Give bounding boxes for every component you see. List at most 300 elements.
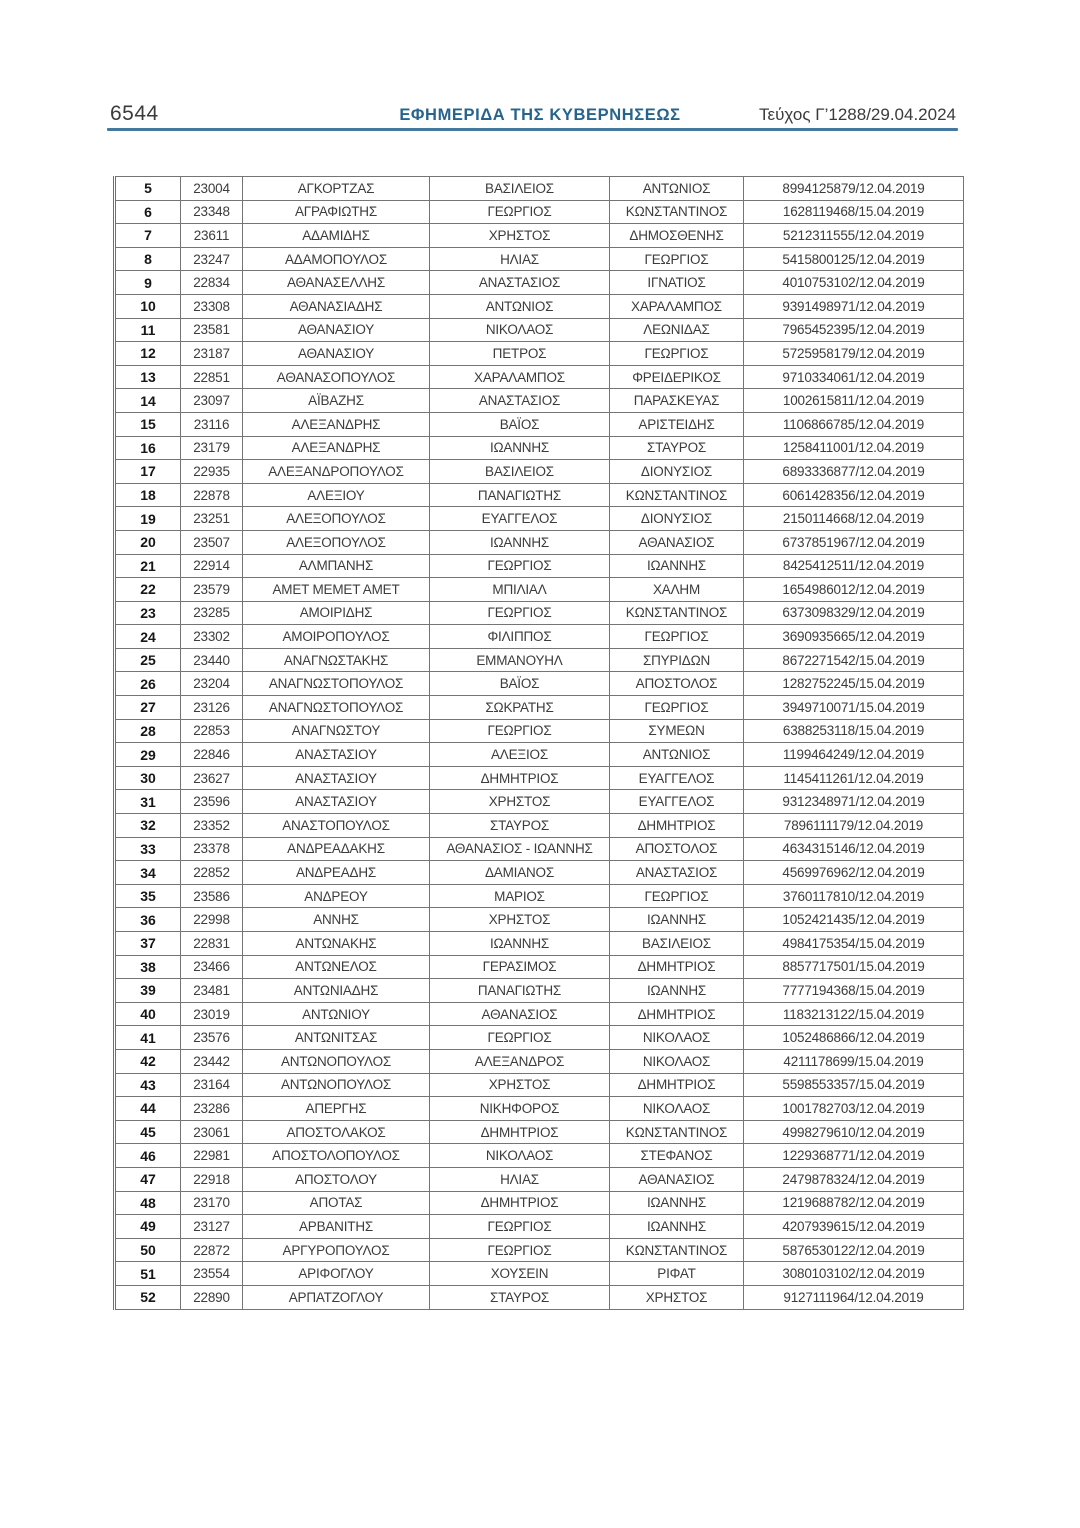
cell-first-name: ΒΑΣΙΛΕΙΟΣ xyxy=(430,177,610,201)
cell-protocol-date: 1258411001/12.04.2019 xyxy=(744,436,964,460)
cell-registry-id: 22851 xyxy=(181,365,243,389)
table-row xyxy=(115,507,964,531)
cell-first-name: ΧΟΥΣΕΙΝ xyxy=(430,1262,610,1286)
cell-surname: ΑΓΚΟΡΤΖΑΣ xyxy=(243,177,430,201)
cell-row-index: 27 xyxy=(115,696,181,720)
cell-row-index: 22 xyxy=(115,578,181,602)
cell-first-name: ΧΡΗΣΤΟΣ xyxy=(430,790,610,814)
cell-registry-id: 23019 xyxy=(181,1002,243,1026)
cell-protocol-date: 3760117810/12.04.2019 xyxy=(744,884,964,908)
cell-protocol-date: 2150114668/12.04.2019 xyxy=(744,507,964,531)
cell-row-index: 47 xyxy=(115,1167,181,1191)
cell-first-name: ΗΛΙΑΣ xyxy=(430,247,610,271)
cell-protocol-date: 1052486866/12.04.2019 xyxy=(744,1026,964,1050)
cell-row-index: 46 xyxy=(115,1144,181,1168)
cell-protocol-date: 9312348971/12.04.2019 xyxy=(744,790,964,814)
cell-surname: ΑΠΟΤΑΣ xyxy=(243,1191,430,1215)
cell-father-name: ΛΕΩΝΙΔΑΣ xyxy=(610,318,744,342)
cell-protocol-date: 4634315146/12.04.2019 xyxy=(744,837,964,861)
cell-surname: ΑΘΑΝΑΣΙΟΥ xyxy=(243,318,430,342)
cell-father-name: ΑΠΟΣΤΟΛΟΣ xyxy=(610,672,744,696)
cell-row-index: 10 xyxy=(115,294,181,318)
cell-father-name: ΦΡΕΙΔΕΡΙΚΟΣ xyxy=(610,365,744,389)
cell-row-index: 23 xyxy=(115,601,181,625)
cell-row-index: 45 xyxy=(115,1120,181,1144)
cell-surname: ΑΛΕΞΟΠΟΥΛΟΣ xyxy=(243,507,430,531)
cell-registry-id: 23596 xyxy=(181,790,243,814)
cell-registry-id: 23126 xyxy=(181,696,243,720)
cell-row-index: 19 xyxy=(115,507,181,531)
cell-row-index: 24 xyxy=(115,625,181,649)
cell-father-name: ΙΩΑΝΝΗΣ xyxy=(610,979,744,1003)
cell-registry-id: 22981 xyxy=(181,1144,243,1168)
cell-protocol-date: 4207939615/12.04.2019 xyxy=(744,1215,964,1239)
cell-registry-id: 22918 xyxy=(181,1167,243,1191)
table-row xyxy=(115,271,964,295)
cell-protocol-date: 4211178699/15.04.2019 xyxy=(744,1049,964,1073)
table-row xyxy=(115,389,964,413)
cell-first-name: ΝΙΚΗΦΟΡΟΣ xyxy=(430,1097,610,1121)
cell-row-index: 39 xyxy=(115,979,181,1003)
cell-row-index: 14 xyxy=(115,389,181,413)
cell-row-index: 35 xyxy=(115,884,181,908)
cell-father-name: ΑΘΑΝΑΣΙΟΣ xyxy=(610,530,744,554)
cell-row-index: 21 xyxy=(115,554,181,578)
cell-protocol-date: 1628119468/15.04.2019 xyxy=(744,200,964,224)
cell-protocol-date: 8425412511/12.04.2019 xyxy=(744,554,964,578)
cell-protocol-date: 8857717501/15.04.2019 xyxy=(744,955,964,979)
cell-first-name: ΑΝΤΩΝΙΟΣ xyxy=(430,294,610,318)
cell-surname: ΑΜΟΙΡΙΔΗΣ xyxy=(243,601,430,625)
cell-protocol-date: 9127111964/12.04.2019 xyxy=(744,1285,964,1309)
table-row xyxy=(115,365,964,389)
table-row xyxy=(115,578,964,602)
cell-father-name: ΙΓΝΑΤΙΟΣ xyxy=(610,271,744,295)
cell-row-index: 30 xyxy=(115,766,181,790)
cell-registry-id: 23466 xyxy=(181,955,243,979)
cell-first-name: ΕΜΜΑΝΟΥΗΛ xyxy=(430,648,610,672)
table-row xyxy=(115,1238,964,1262)
cell-registry-id: 23116 xyxy=(181,412,243,436)
cell-father-name: ΚΩΝΣΤΑΝΤΙΝΟΣ xyxy=(610,1120,744,1144)
cell-row-index: 44 xyxy=(115,1097,181,1121)
cell-father-name: ΠΑΡΑΣΚΕΥΑΣ xyxy=(610,389,744,413)
cell-row-index: 16 xyxy=(115,436,181,460)
cell-protocol-date: 4010753102/12.04.2019 xyxy=(744,271,964,295)
table-row xyxy=(115,908,964,932)
cell-row-index: 49 xyxy=(115,1215,181,1239)
cell-first-name: ΓΕΩΡΓΙΟΣ xyxy=(430,554,610,578)
cell-registry-id: 23352 xyxy=(181,814,243,838)
cell-father-name: ΔΗΜΟΣΘΕΝΗΣ xyxy=(610,224,744,248)
cell-first-name: ΧΡΗΣΤΟΣ xyxy=(430,1073,610,1097)
cell-registry-id: 23308 xyxy=(181,294,243,318)
cell-first-name: ΜΠΙΛΙΑΛ xyxy=(430,578,610,602)
table-row xyxy=(115,1097,964,1121)
cell-surname: ΑΝΑΓΝΩΣΤΟΠΟΥΛΟΣ xyxy=(243,672,430,696)
cell-row-index: 20 xyxy=(115,530,181,554)
table-row xyxy=(115,1073,964,1097)
cell-row-index: 11 xyxy=(115,318,181,342)
cell-row-index: 29 xyxy=(115,743,181,767)
cell-surname: ΑΝΤΩΝΙΑΔΗΣ xyxy=(243,979,430,1003)
table-row xyxy=(115,743,964,767)
cell-row-index: 42 xyxy=(115,1049,181,1073)
cell-row-index: 6 xyxy=(115,200,181,224)
table-row xyxy=(115,814,964,838)
cell-father-name: ΔΗΜΗΤΡΙΟΣ xyxy=(610,814,744,838)
cell-row-index: 37 xyxy=(115,932,181,956)
cell-first-name: ΑΝΑΣΤΑΣΙΟΣ xyxy=(430,389,610,413)
cell-first-name: ΗΛΙΑΣ xyxy=(430,1167,610,1191)
cell-protocol-date: 4998279610/12.04.2019 xyxy=(744,1120,964,1144)
cell-first-name: ΝΙΚΟΛΑΟΣ xyxy=(430,318,610,342)
cell-row-index: 15 xyxy=(115,412,181,436)
cell-protocol-date: 1219688782/12.04.2019 xyxy=(744,1191,964,1215)
cell-row-index: 18 xyxy=(115,483,181,507)
cell-surname: ΑΛΕΞΑΝΔΡΟΠΟΥΛΟΣ xyxy=(243,460,430,484)
cell-father-name: ΔΙΟΝΥΣΙΟΣ xyxy=(610,507,744,531)
cell-registry-id: 22878 xyxy=(181,483,243,507)
cell-father-name: ΧΡΗΣΤΟΣ xyxy=(610,1285,744,1309)
cell-father-name: ΙΩΑΝΝΗΣ xyxy=(610,554,744,578)
cell-father-name: ΔΙΟΝΥΣΙΟΣ xyxy=(610,460,744,484)
cell-protocol-date: 8672271542/15.04.2019 xyxy=(744,648,964,672)
cell-first-name: ΠΕΤΡΟΣ xyxy=(430,342,610,366)
cell-registry-id: 23442 xyxy=(181,1049,243,1073)
cell-surname: ΑΔΑΜΟΠΟΥΛΟΣ xyxy=(243,247,430,271)
cell-father-name: ΚΩΝΣΤΑΝΤΙΝΟΣ xyxy=(610,200,744,224)
table-row xyxy=(115,1215,964,1239)
cell-protocol-date: 3080103102/12.04.2019 xyxy=(744,1262,964,1286)
table-row xyxy=(115,1262,964,1286)
cell-first-name: ΣΩΚΡΑΤΗΣ xyxy=(430,696,610,720)
table-row xyxy=(115,318,964,342)
cell-father-name: ΓΕΩΡΓΙΟΣ xyxy=(610,625,744,649)
cell-first-name: ΠΑΝΑΓΙΩΤΗΣ xyxy=(430,483,610,507)
cell-father-name: ΧΑΡΑΛΑΜΠΟΣ xyxy=(610,294,744,318)
cell-surname: ΑΠΕΡΓΗΣ xyxy=(243,1097,430,1121)
table-row xyxy=(115,648,964,672)
cell-surname: ΑΘΑΝΑΣΙΟΥ xyxy=(243,342,430,366)
cell-registry-id: 22998 xyxy=(181,908,243,932)
cell-protocol-date: 6893336877/12.04.2019 xyxy=(744,460,964,484)
table-row xyxy=(115,625,964,649)
cell-father-name: ΓΕΩΡΓΙΟΣ xyxy=(610,342,744,366)
table-body xyxy=(115,177,964,1310)
cell-surname: ΑΘΑΝΑΣΙΑΔΗΣ xyxy=(243,294,430,318)
cell-protocol-date: 5415800125/12.04.2019 xyxy=(744,247,964,271)
cell-first-name: ΔΗΜΗΤΡΙΟΣ xyxy=(430,1191,610,1215)
cell-surname: ΑΝΔΡΕΟΥ xyxy=(243,884,430,908)
cell-registry-id: 23579 xyxy=(181,578,243,602)
cell-surname: ΑΝΑΣΤΟΠΟΥΛΟΣ xyxy=(243,814,430,838)
cell-registry-id: 23302 xyxy=(181,625,243,649)
cell-registry-id: 23164 xyxy=(181,1073,243,1097)
cell-father-name: ΑΡΙΣΤΕΙΔΗΣ xyxy=(610,412,744,436)
cell-first-name: ΓΕΩΡΓΙΟΣ xyxy=(430,719,610,743)
cell-surname: ΑΡΙΦΟΓΛΟΥ xyxy=(243,1262,430,1286)
cell-registry-id: 23204 xyxy=(181,672,243,696)
table-row xyxy=(115,1167,964,1191)
cell-surname: ΑΡΒΑΝΙΤΗΣ xyxy=(243,1215,430,1239)
cell-surname: ΑΠΟΣΤΟΛΑΚΟΣ xyxy=(243,1120,430,1144)
cell-row-index: 8 xyxy=(115,247,181,271)
cell-surname: ΑΝΑΣΤΑΣΙΟΥ xyxy=(243,743,430,767)
cell-row-index: 33 xyxy=(115,837,181,861)
cell-row-index: 28 xyxy=(115,719,181,743)
cell-registry-id: 23179 xyxy=(181,436,243,460)
table-row xyxy=(115,601,964,625)
cell-first-name: ΓΕΩΡΓΙΟΣ xyxy=(430,1238,610,1262)
cell-registry-id: 22831 xyxy=(181,932,243,956)
cell-surname: ΑΝΤΩΝΟΠΟΥΛΟΣ xyxy=(243,1073,430,1097)
cell-father-name: ΓΕΩΡΓΙΟΣ xyxy=(610,696,744,720)
table-row xyxy=(115,1191,964,1215)
cell-protocol-date: 3949710071/15.04.2019 xyxy=(744,696,964,720)
cell-row-index: 5 xyxy=(115,177,181,201)
cell-father-name: ΕΥΑΓΓΕΛΟΣ xyxy=(610,790,744,814)
page-number: 6544 xyxy=(110,102,159,125)
cell-registry-id: 23378 xyxy=(181,837,243,861)
cell-registry-id: 23481 xyxy=(181,979,243,1003)
cell-father-name: ΕΥΑΓΓΕΛΟΣ xyxy=(610,766,744,790)
cell-row-index: 48 xyxy=(115,1191,181,1215)
cell-surname: ΑΝΔΡΕΑΔΗΣ xyxy=(243,861,430,885)
cell-father-name: ΔΗΜΗΤΡΙΟΣ xyxy=(610,1073,744,1097)
cell-row-index: 40 xyxy=(115,1002,181,1026)
table-row xyxy=(115,412,964,436)
cell-first-name: ΣΤΑΥΡΟΣ xyxy=(430,814,610,838)
table-row xyxy=(115,672,964,696)
cell-father-name: ΣΥΜΕΩΝ xyxy=(610,719,744,743)
cell-first-name: ΑΛΕΞΑΝΔΡΟΣ xyxy=(430,1049,610,1073)
table-row xyxy=(115,483,964,507)
table-row xyxy=(115,1144,964,1168)
cell-father-name: ΓΕΩΡΓΙΟΣ xyxy=(610,247,744,271)
cell-first-name: ΒΑΪΟΣ xyxy=(430,672,610,696)
cell-first-name: ΣΤΑΥΡΟΣ xyxy=(430,1285,610,1309)
cell-registry-id: 23187 xyxy=(181,342,243,366)
cell-surname: ΑΛΜΠΑΝΗΣ xyxy=(243,554,430,578)
cell-registry-id: 23581 xyxy=(181,318,243,342)
table-row xyxy=(115,719,964,743)
cell-surname: ΑΜΕΤ ΜΕΜΕΤ ΑΜΕΤ xyxy=(243,578,430,602)
cell-surname: ΑΝΝΗΣ xyxy=(243,908,430,932)
cell-row-index: 9 xyxy=(115,271,181,295)
cell-surname: ΑΡΓΥΡΟΠΟΥΛΟΣ xyxy=(243,1238,430,1262)
cell-protocol-date: 6061428356/12.04.2019 xyxy=(744,483,964,507)
cell-father-name: ΑΠΟΣΤΟΛΟΣ xyxy=(610,837,744,861)
cell-row-index: 17 xyxy=(115,460,181,484)
cell-father-name: ΚΩΝΣΤΑΝΤΙΝΟΣ xyxy=(610,601,744,625)
table-row xyxy=(115,979,964,1003)
cell-protocol-date: 1282752245/15.04.2019 xyxy=(744,672,964,696)
cell-first-name: ΒΑΣΙΛΕΙΟΣ xyxy=(430,460,610,484)
cell-father-name: ΙΩΑΝΝΗΣ xyxy=(610,1215,744,1239)
cell-protocol-date: 1229368771/12.04.2019 xyxy=(744,1144,964,1168)
cell-first-name: ΓΕΡΑΣΙΜΟΣ xyxy=(430,955,610,979)
table-row xyxy=(115,342,964,366)
cell-protocol-date: 1145411261/12.04.2019 xyxy=(744,766,964,790)
cell-father-name: ΝΙΚΟΛΑΟΣ xyxy=(610,1026,744,1050)
table-row xyxy=(115,1120,964,1144)
cell-surname: ΑΝΤΩΝΙΤΣΑΣ xyxy=(243,1026,430,1050)
cell-protocol-date: 5598553357/15.04.2019 xyxy=(744,1073,964,1097)
cell-registry-id: 23247 xyxy=(181,247,243,271)
cell-first-name: ΑΝΑΣΤΑΣΙΟΣ xyxy=(430,271,610,295)
cell-row-index: 32 xyxy=(115,814,181,838)
cell-first-name: ΓΕΩΡΓΙΟΣ xyxy=(430,1026,610,1050)
table-row xyxy=(115,766,964,790)
cell-registry-id: 23061 xyxy=(181,1120,243,1144)
cell-protocol-date: 1052421435/12.04.2019 xyxy=(744,908,964,932)
cell-protocol-date: 1199464249/12.04.2019 xyxy=(744,743,964,767)
cell-row-index: 41 xyxy=(115,1026,181,1050)
cell-protocol-date: 5212311555/12.04.2019 xyxy=(744,224,964,248)
cell-registry-id: 23285 xyxy=(181,601,243,625)
cell-surname: ΑΘΑΝΑΣΟΠΟΥΛΟΣ xyxy=(243,365,430,389)
cell-protocol-date: 5876530122/12.04.2019 xyxy=(744,1238,964,1262)
cell-father-name: ΙΩΑΝΝΗΣ xyxy=(610,1191,744,1215)
cell-father-name: ΔΗΜΗΤΡΙΟΣ xyxy=(610,1002,744,1026)
cell-registry-id: 22852 xyxy=(181,861,243,885)
header-rule xyxy=(107,128,958,131)
cell-first-name: ΔΗΜΗΤΡΙΟΣ xyxy=(430,1120,610,1144)
cell-surname: ΑΡΠΑΤΖΟΓΛΟΥ xyxy=(243,1285,430,1309)
cell-protocol-date: 1002615811/12.04.2019 xyxy=(744,389,964,413)
cell-first-name: ΜΑΡΙΟΣ xyxy=(430,884,610,908)
cell-protocol-date: 7896111179/12.04.2019 xyxy=(744,814,964,838)
cell-registry-id: 22914 xyxy=(181,554,243,578)
cell-first-name: ΔΗΜΗΤΡΙΟΣ xyxy=(430,766,610,790)
table-row xyxy=(115,530,964,554)
cell-protocol-date: 6373098329/12.04.2019 xyxy=(744,601,964,625)
cell-registry-id: 23586 xyxy=(181,884,243,908)
cell-father-name: ΝΙΚΟΛΑΟΣ xyxy=(610,1097,744,1121)
table-row xyxy=(115,436,964,460)
cell-first-name: ΑΘΑΝΑΣΙΟΣ xyxy=(430,1002,610,1026)
cell-registry-id: 22935 xyxy=(181,460,243,484)
cell-surname: ΑΠΟΣΤΟΛΟΥ xyxy=(243,1167,430,1191)
cell-surname: ΑΝΑΓΝΩΣΤΟΠΟΥΛΟΣ xyxy=(243,696,430,720)
cell-registry-id: 23251 xyxy=(181,507,243,531)
cell-registry-id: 22872 xyxy=(181,1238,243,1262)
cell-registry-id: 23507 xyxy=(181,530,243,554)
cell-registry-id: 23440 xyxy=(181,648,243,672)
table-row xyxy=(115,932,964,956)
cell-first-name: ΓΕΩΡΓΙΟΣ xyxy=(430,200,610,224)
cell-registry-id: 23627 xyxy=(181,766,243,790)
cell-surname: ΑΝΑΓΝΩΣΤΟΥ xyxy=(243,719,430,743)
cell-surname: ΑΛΕΞΙΟΥ xyxy=(243,483,430,507)
cell-father-name: ΣΠΥΡΙΔΩΝ xyxy=(610,648,744,672)
cell-registry-id: 23004 xyxy=(181,177,243,201)
cell-first-name: ΑΛΕΞΙΟΣ xyxy=(430,743,610,767)
table-row xyxy=(115,460,964,484)
cell-surname: ΑΝΤΩΝΟΠΟΥΛΟΣ xyxy=(243,1049,430,1073)
cell-registry-id: 22834 xyxy=(181,271,243,295)
cell-row-index: 12 xyxy=(115,342,181,366)
cell-row-index: 13 xyxy=(115,365,181,389)
cell-row-index: 34 xyxy=(115,861,181,885)
cell-registry-id: 22846 xyxy=(181,743,243,767)
cell-father-name: ΒΑΣΙΛΕΙΟΣ xyxy=(610,932,744,956)
cell-registry-id: 22890 xyxy=(181,1285,243,1309)
cell-protocol-date: 1654986012/12.04.2019 xyxy=(744,578,964,602)
cell-protocol-date: 1001782703/12.04.2019 xyxy=(744,1097,964,1121)
cell-father-name: ΑΝΤΩΝΙΟΣ xyxy=(610,177,744,201)
cell-protocol-date: 4569976962/12.04.2019 xyxy=(744,861,964,885)
cell-first-name: ΧΡΗΣΤΟΣ xyxy=(430,224,610,248)
cell-protocol-date: 6737851967/12.04.2019 xyxy=(744,530,964,554)
cell-registry-id: 23576 xyxy=(181,1026,243,1050)
table-row xyxy=(115,696,964,720)
cell-protocol-date: 6388253118/15.04.2019 xyxy=(744,719,964,743)
cell-row-index: 31 xyxy=(115,790,181,814)
cell-father-name: ΣΤΕΦΑΝΟΣ xyxy=(610,1144,744,1168)
table-row xyxy=(115,1285,964,1309)
cell-father-name: ΑΝΑΣΤΑΣΙΟΣ xyxy=(610,861,744,885)
cell-protocol-date: 5725958179/12.04.2019 xyxy=(744,342,964,366)
cell-protocol-date: 1106866785/12.04.2019 xyxy=(744,412,964,436)
cell-first-name: ΦΙΛΙΠΠΟΣ xyxy=(430,625,610,649)
issue-reference: Τεύχος Γ’1288/29.04.2024 xyxy=(759,105,956,124)
cell-first-name: ΕΥΑΓΓΕΛΟΣ xyxy=(430,507,610,531)
cell-registry-id: 23127 xyxy=(181,1215,243,1239)
cell-first-name: ΙΩΑΝΝΗΣ xyxy=(430,530,610,554)
cell-first-name: ΑΘΑΝΑΣΙΟΣ - ΙΩΑΝΝΗΣ xyxy=(430,837,610,861)
cell-registry-id: 23097 xyxy=(181,389,243,413)
cell-protocol-date: 8994125879/12.04.2019 xyxy=(744,177,964,201)
cell-surname: ΑΝΑΣΤΑΣΙΟΥ xyxy=(243,766,430,790)
cell-protocol-date: 4984175354/15.04.2019 xyxy=(744,932,964,956)
cell-surname: ΑΔΑΜΙΔΗΣ xyxy=(243,224,430,248)
cell-father-name: ΡΙΦΑΤ xyxy=(610,1262,744,1286)
table-row xyxy=(115,224,964,248)
cell-protocol-date: 9710334061/12.04.2019 xyxy=(744,365,964,389)
cell-registry-id: 23170 xyxy=(181,1191,243,1215)
cell-surname: ΑΛΕΞΑΝΔΡΗΣ xyxy=(243,412,430,436)
cell-row-index: 52 xyxy=(115,1285,181,1309)
table-row xyxy=(115,861,964,885)
table-row xyxy=(115,294,964,318)
cell-surname: ΑΝΔΡΕΑΔΑΚΗΣ xyxy=(243,837,430,861)
cell-father-name: ΔΗΜΗΤΡΙΟΣ xyxy=(610,955,744,979)
table-row xyxy=(115,554,964,578)
personnel-table xyxy=(113,176,964,1310)
cell-surname: ΑΝΤΩΝΙΟΥ xyxy=(243,1002,430,1026)
table-row xyxy=(115,247,964,271)
cell-protocol-date: 3690935665/12.04.2019 xyxy=(744,625,964,649)
cell-row-index: 7 xyxy=(115,224,181,248)
table-row xyxy=(115,790,964,814)
cell-surname: ΑΛΕΞΟΠΟΥΛΟΣ xyxy=(243,530,430,554)
table-row xyxy=(115,177,964,201)
table-row xyxy=(115,1002,964,1026)
cell-first-name: ΒΑΪΟΣ xyxy=(430,412,610,436)
table-row xyxy=(115,884,964,908)
cell-surname: ΑΠΟΣΤΟΛΟΠΟΥΛΟΣ xyxy=(243,1144,430,1168)
cell-surname: ΑΛΕΞΑΝΔΡΗΣ xyxy=(243,436,430,460)
cell-registry-id: 23611 xyxy=(181,224,243,248)
table-row xyxy=(115,200,964,224)
cell-first-name: ΓΕΩΡΓΙΟΣ xyxy=(430,601,610,625)
cell-protocol-date: 9391498971/12.04.2019 xyxy=(744,294,964,318)
cell-surname: ΑΓΡΑΦΙΩΤΗΣ xyxy=(243,200,430,224)
table-row xyxy=(115,1026,964,1050)
cell-first-name: ΧΑΡΑΛΑΜΠΟΣ xyxy=(430,365,610,389)
